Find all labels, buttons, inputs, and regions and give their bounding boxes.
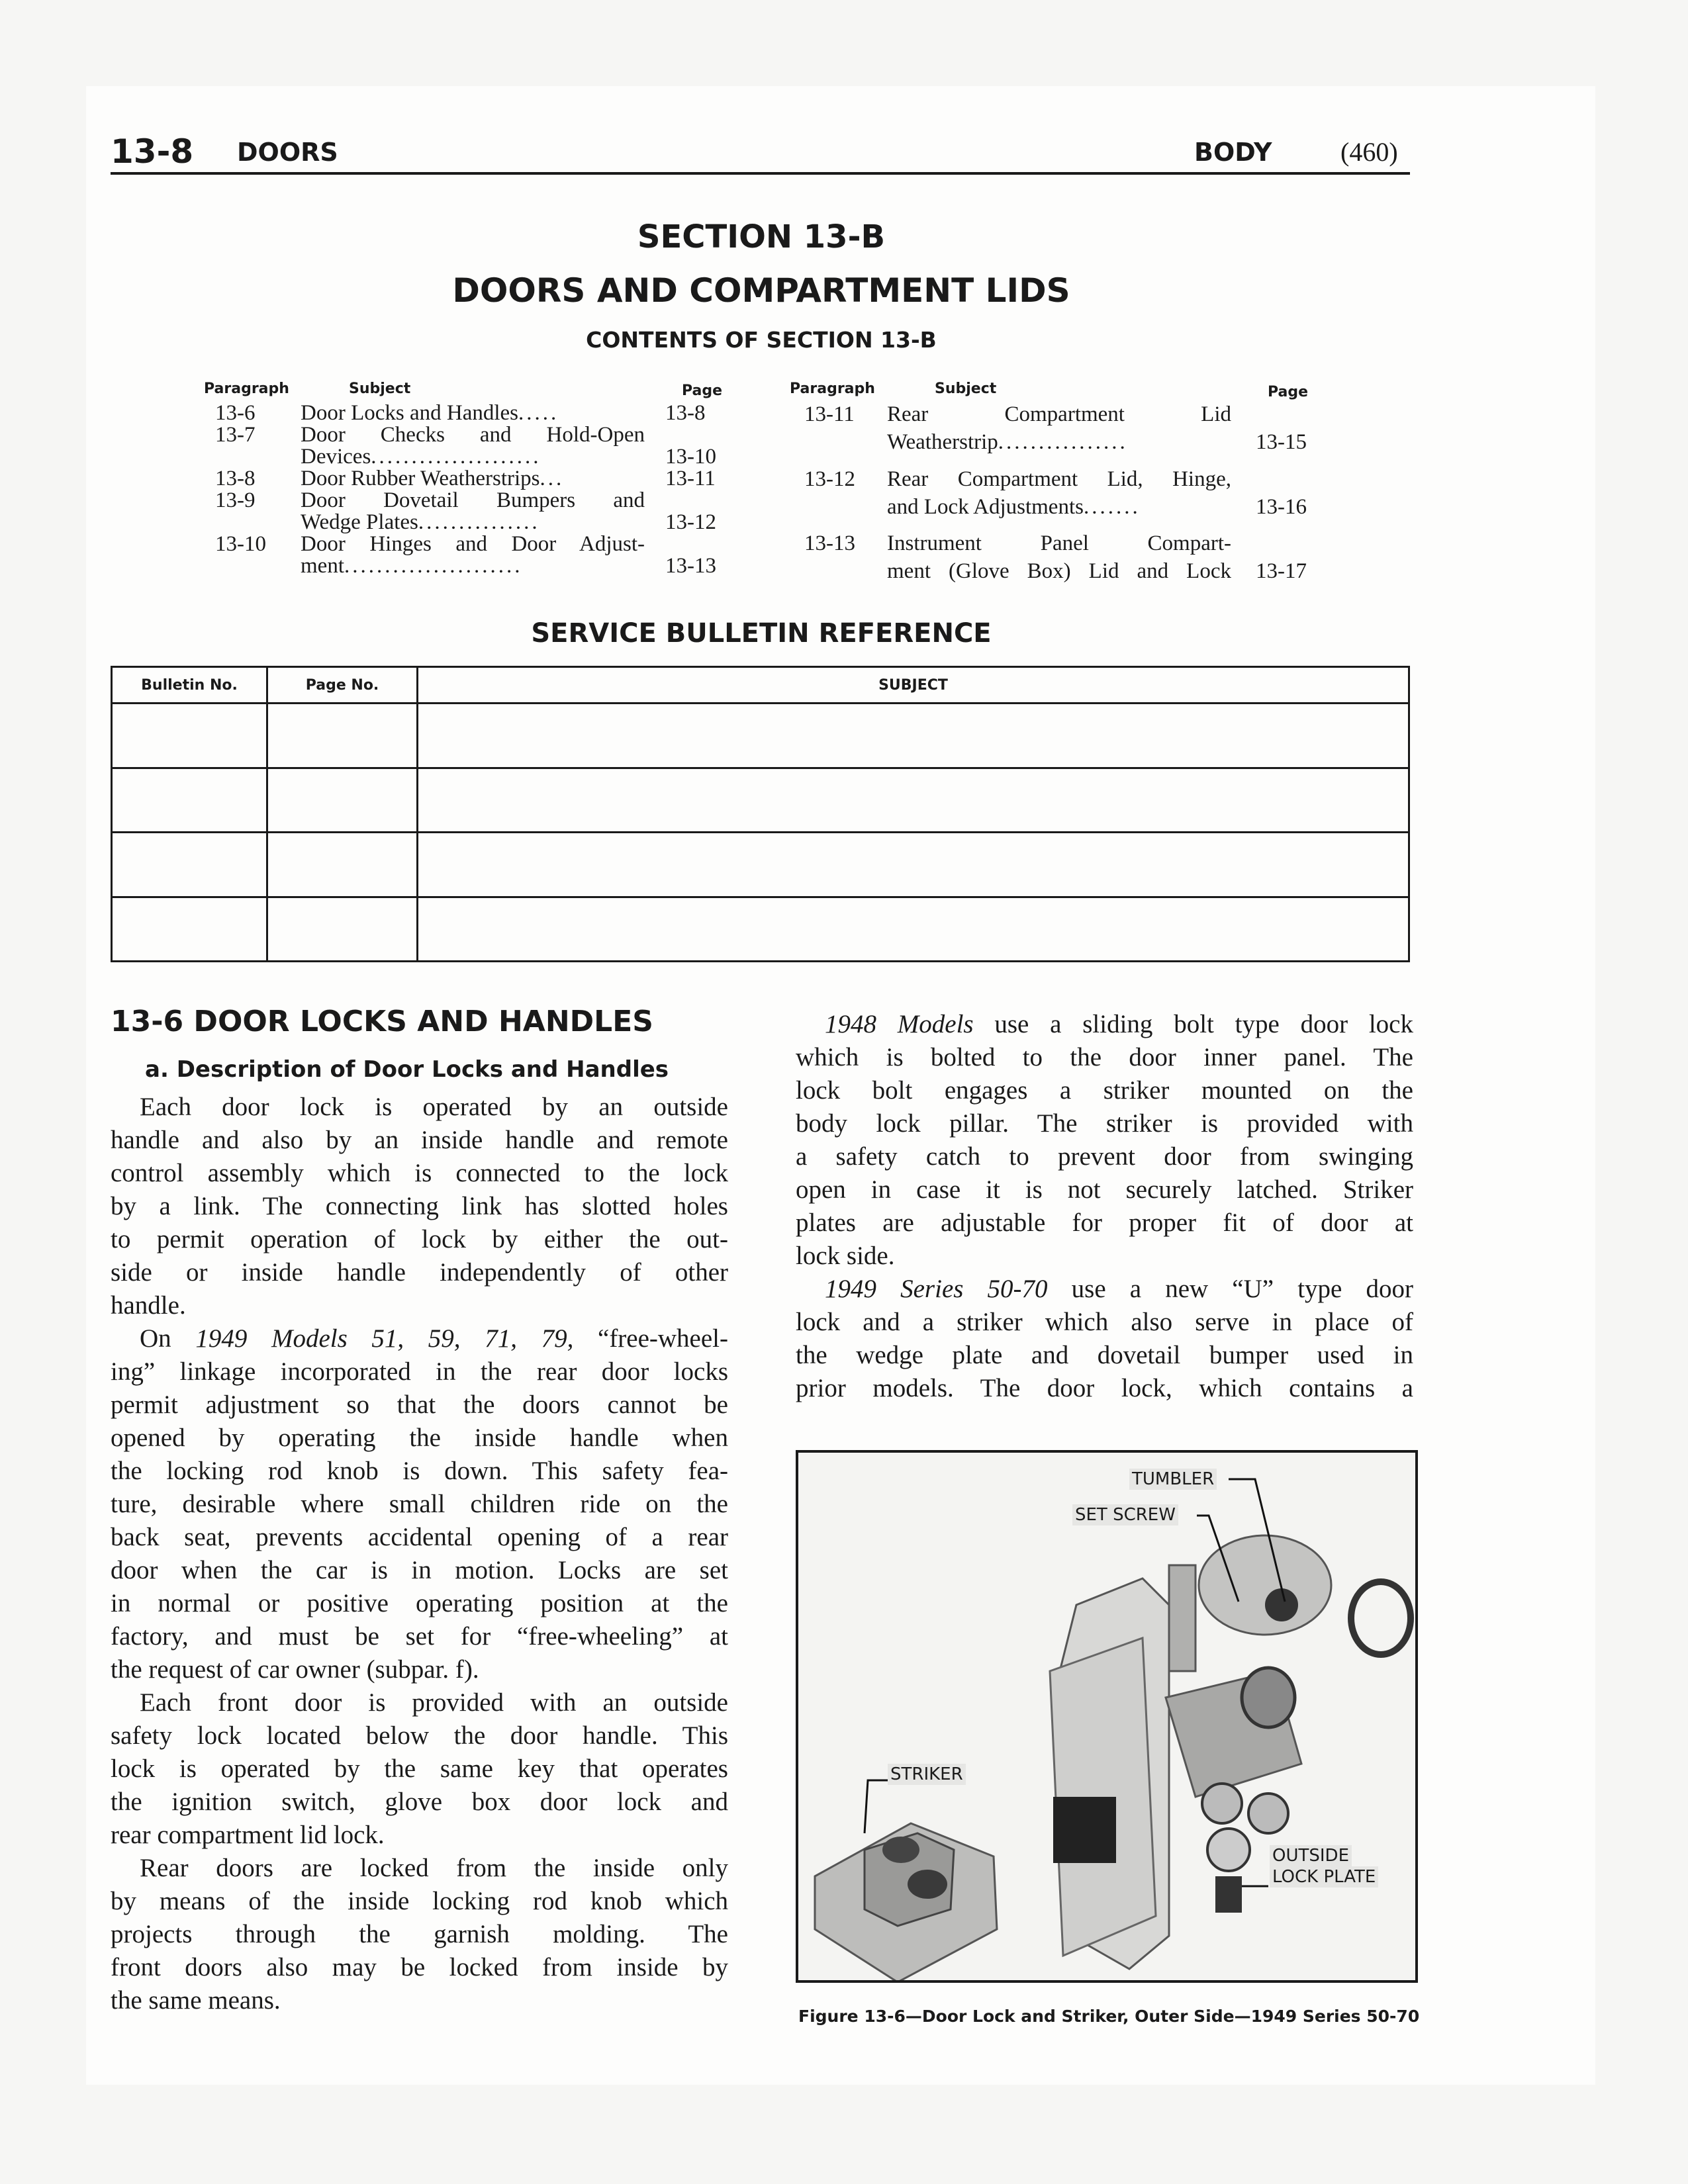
toc-paragraph-number: 13-7: [215, 423, 256, 447]
text-line: [796, 1306, 1413, 1339]
right-text-column: [796, 1008, 1413, 1405]
text-line: [111, 1918, 728, 1951]
text-line: [111, 1620, 728, 1653]
text-segment: front doors also may be locked from inside by: [111, 1953, 728, 1981]
article-subheading: a. Description of Door Locks and Handles: [145, 1056, 669, 1083]
subject-cell: [418, 768, 1409, 833]
lock-body-illustration: [1050, 1535, 1411, 1969]
table-row: [112, 897, 1409, 962]
toc-paragraph-number: 13-10: [215, 532, 266, 556]
figure-door-lock: [796, 1450, 1418, 1983]
text-line: [796, 1140, 1413, 1173]
text-segment: by a link. The connecting link has slotted holes: [111, 1192, 728, 1220]
italic-model-reference: 1949 Series 50-70: [825, 1275, 1048, 1303]
toc-header-paragraph: Paragraph: [204, 381, 289, 397]
group-title: BODY: [1194, 138, 1272, 167]
toc-leader-dots: ................: [998, 432, 1128, 453]
bulletin-cell: [112, 833, 267, 897]
contents-title: CONTENTS OF SECTION 13-B: [586, 327, 937, 353]
door-lock-illustration: [798, 1453, 1415, 1980]
text-line: [111, 1256, 728, 1289]
text-line: [796, 1372, 1413, 1405]
text-line: [111, 1289, 728, 1322]
toc-paragraph-number: 13-12: [804, 467, 855, 491]
text-segment: plates are adjustable for proper fit of door at: [796, 1208, 1413, 1237]
text-line: [111, 1422, 728, 1455]
toc-subject-line: [887, 404, 1231, 426]
text-line: [111, 1885, 728, 1918]
toc-paragraph-number: 13-6: [215, 401, 256, 425]
text-line: [111, 1322, 728, 1355]
text-line: [796, 1074, 1413, 1107]
column-header-subject: SUBJECT: [418, 667, 1409, 704]
text-segment: by means of the inside locking rod knob which: [111, 1887, 728, 1915]
text-line: [111, 1653, 728, 1686]
text-line: [111, 1488, 728, 1521]
text-line: [111, 1951, 728, 1984]
toc-header-paragraph: Paragraph: [790, 381, 875, 397]
toc-subject-line: [301, 512, 645, 533]
bulletin-cell: [112, 704, 267, 768]
article-heading: 13-6 DOOR LOCKS AND HANDLES: [111, 1005, 653, 1038]
toc-subject-text: Rear Compartment Lid: [887, 404, 1231, 426]
table-row: [112, 704, 1409, 768]
page-number: 13-8: [111, 132, 194, 171]
label-striker: STRIKER: [888, 1764, 966, 1785]
toc-subject-line: [887, 496, 1231, 518]
header-rule: [111, 172, 1410, 175]
toc-subject-line: [887, 432, 1231, 453]
toc-subject-line: [887, 469, 1231, 490]
text-segment: use a sliding bolt type door lock: [973, 1010, 1413, 1038]
toc-subject-text: ment: [301, 555, 344, 577]
label-set-screw: SET SCREW: [1072, 1504, 1178, 1525]
subject-cell: [418, 897, 1409, 962]
toc-page-number: 13-16: [1256, 495, 1307, 519]
text-segment: use a new “U” type door: [1047, 1275, 1413, 1303]
toc-subject-text: Door Checks and Hold-Open: [301, 424, 645, 446]
section-title: SECTION 13-B: [637, 218, 886, 255]
toc-page-number: 13-17: [1256, 559, 1307, 583]
text-segment: to permit operation of lock by either the out-: [111, 1225, 728, 1253]
left-text-column: [111, 1091, 728, 2017]
text-line: [111, 1686, 728, 1719]
text-line: [796, 1008, 1413, 1041]
text-line: [111, 1521, 728, 1554]
subject-cell: [418, 833, 1409, 897]
toc-subject-text: Devices: [301, 446, 371, 468]
text-segment: safety lock located below the door handle. This: [111, 1721, 728, 1750]
toc-subject-line: [301, 402, 645, 424]
toc-header-page: Page: [682, 383, 723, 399]
toc-header-subject: Subject: [349, 381, 411, 397]
text-segment: side or inside handle independently of other: [111, 1258, 728, 1287]
toc-header-subject: Subject: [935, 381, 997, 397]
text-segment: projects through the garnish molding. The: [111, 1920, 728, 1948]
text-segment: factory, and must be set for “free-wheeling” at: [111, 1622, 728, 1651]
text-segment: opened by operating the inside handle when: [111, 1424, 728, 1452]
text-line: [111, 1091, 728, 1124]
text-line: [111, 1223, 728, 1256]
text-segment: open in case it is not securely latched. Striker: [796, 1175, 1413, 1204]
text-segment: lock is operated by the same key that operates: [111, 1754, 728, 1783]
toc-subject-line: [301, 555, 645, 577]
toc-page-number: 13-11: [665, 467, 716, 490]
text-segment: handle.: [111, 1291, 186, 1320]
toc-subject-line: [887, 561, 1231, 582]
bulletin-title: SERVICE BULLETIN REFERENCE: [531, 618, 992, 649]
text-segment: lock side.: [796, 1242, 895, 1270]
toc-subject-text: Door Locks and Handles: [301, 402, 519, 424]
text-segment: “free-wheel-: [573, 1324, 729, 1353]
text-line: [796, 1041, 1413, 1074]
column-header-page-no: Page No.: [267, 667, 418, 704]
toc-subject-text: Weatherstrip: [887, 432, 998, 453]
text-line: [796, 1339, 1413, 1372]
table-row: [112, 768, 1409, 833]
text-segment: ture, desirable where small children ride on the: [111, 1490, 728, 1518]
page-cell: [267, 704, 418, 768]
text-line: [111, 1984, 728, 2017]
bulletin-cell: [112, 897, 267, 962]
text-segment: On: [140, 1324, 196, 1353]
toc-header-page: Page: [1268, 384, 1309, 400]
toc-page-number: 13-10: [665, 445, 716, 469]
text-segment: the request of car owner (subpar. f).: [111, 1655, 479, 1684]
label-lock-plate: LOCK PLATE: [1270, 1866, 1378, 1888]
column-header-bulletin-no: Bulletin No.: [112, 667, 267, 704]
toc-leader-dots: .......: [1083, 496, 1141, 518]
text-segment: which is bolted to the door inner panel. The: [796, 1043, 1413, 1071]
text-segment: control assembly which is connected to the lock: [111, 1159, 728, 1187]
toc-subject-text: Instrument Panel Compart-: [887, 533, 1231, 555]
toc-page-number: 13-15: [1256, 430, 1307, 454]
toc-paragraph-number: 13-9: [215, 488, 256, 512]
italic-model-reference: 1948 Models: [825, 1010, 974, 1038]
text-segment: the ignition switch, glove box door lock and: [111, 1788, 728, 1816]
text-segment: prior models. The door lock, which contains a: [796, 1374, 1413, 1402]
toc-page-number: 13-12: [665, 510, 716, 534]
page-cell: [267, 768, 418, 833]
toc-subject-line: [301, 490, 645, 512]
text-line: [111, 1157, 728, 1190]
section-subtitle: DOORS AND COMPARTMENT LIDS: [452, 271, 1070, 310]
toc-subject-line: [301, 446, 645, 468]
text-segment: door when the car is in motion. Locks are set: [111, 1556, 728, 1584]
figure-caption: Figure 13-6—Door Lock and Striker, Outer Side—1949 Series 50-70: [798, 2007, 1420, 2026]
text-segment: rear compartment lid lock.: [111, 1821, 385, 1849]
chapter-title: DOORS: [237, 138, 338, 167]
text-segment: in normal or positive operating position at the: [111, 1589, 728, 1617]
bulletin-cell: [112, 768, 267, 833]
text-line: [796, 1273, 1413, 1306]
toc-paragraph-number: 13-8: [215, 467, 256, 490]
text-segment: Rear doors are locked from the inside only: [140, 1854, 728, 1882]
text-line: [111, 1455, 728, 1488]
text-segment: handle and also by an inside handle and remote: [111, 1126, 728, 1154]
subject-cell: [418, 704, 1409, 768]
page-reference: (460): [1340, 137, 1398, 167]
toc-paragraph-number: 13-11: [804, 402, 855, 426]
text-segment: the wedge plate and dovetail bumper used in: [796, 1341, 1413, 1369]
text-segment: lock and a striker which also serve in place of: [796, 1308, 1413, 1336]
page-cell: [267, 833, 418, 897]
toc-subject-text: ment (Glove Box) Lid and Lock: [887, 561, 1231, 582]
text-segment: the same means.: [111, 1986, 281, 2015]
text-line: [796, 1173, 1413, 1206]
text-line: [111, 1719, 728, 1752]
toc-leader-dots: .....: [518, 402, 559, 424]
toc-subject-text: Door Rubber Weatherstrips: [301, 468, 540, 490]
toc-page-number: 13-13: [665, 554, 716, 578]
text-line: [111, 1124, 728, 1157]
text-line: [111, 1852, 728, 1885]
text-segment: Each door lock is operated by an outside: [140, 1093, 728, 1121]
bulletin-table: [111, 666, 1410, 962]
italic-model-reference: 1949 Models 51, 59, 71, 79,: [195, 1324, 574, 1353]
toc-leader-dots: .....................: [371, 446, 541, 468]
page-cell: [267, 897, 418, 962]
bulletin-header-row: [112, 667, 1409, 704]
text-segment: Each front door is provided with an outside: [140, 1688, 728, 1717]
striker-illustration: [815, 1823, 997, 1980]
text-line: [111, 1786, 728, 1819]
text-line: [796, 1206, 1413, 1240]
toc-paragraph-number: 13-13: [804, 531, 855, 555]
text-line: [796, 1240, 1413, 1273]
text-line: [111, 1388, 728, 1422]
toc-leader-dots: ...: [539, 468, 565, 490]
toc-subject-text: Wedge Plates: [301, 512, 418, 533]
toc-leader-dots: ...............: [418, 512, 540, 533]
text-segment: lock bolt engages a striker mounted on the: [796, 1076, 1413, 1105]
toc-subject-line: [301, 468, 645, 490]
text-segment: body lock pillar. The striker is provided with: [796, 1109, 1413, 1138]
text-segment: permit adjustment so that the doors cannot be: [111, 1390, 728, 1419]
text-line: [111, 1190, 728, 1223]
text-line: [111, 1752, 728, 1786]
toc-subject-text: Door Hinges and Door Adjust-: [301, 533, 645, 555]
label-tumbler: TUMBLER: [1129, 1469, 1217, 1490]
text-segment: back seat, prevents accidental opening of a rear: [111, 1523, 728, 1551]
text-line: [111, 1355, 728, 1388]
table-row: [112, 833, 1409, 897]
text-line: [111, 1819, 728, 1852]
toc-subject-text: Rear Compartment Lid, Hinge,: [887, 469, 1231, 490]
toc-subject-text: Door Dovetail Bumpers and: [301, 490, 645, 512]
toc-subject-line: [887, 533, 1231, 555]
text-line: [111, 1587, 728, 1620]
text-line: [111, 1554, 728, 1587]
text-segment: the locking rod knob is down. This safety fea-: [111, 1457, 728, 1485]
toc-subject-line: [301, 533, 645, 555]
toc-subject-text: and Lock Adjustments: [887, 496, 1084, 518]
text-segment: a safety catch to prevent door from swinging: [796, 1142, 1413, 1171]
text-line: [796, 1107, 1413, 1140]
toc-subject-line: [301, 424, 645, 446]
label-outside: OUTSIDE: [1270, 1845, 1352, 1866]
text-segment: ing” linkage incorporated in the rear door locks: [111, 1357, 728, 1386]
toc-leader-dots: ......................: [344, 555, 523, 577]
toc-page-number: 13-8: [665, 401, 706, 425]
